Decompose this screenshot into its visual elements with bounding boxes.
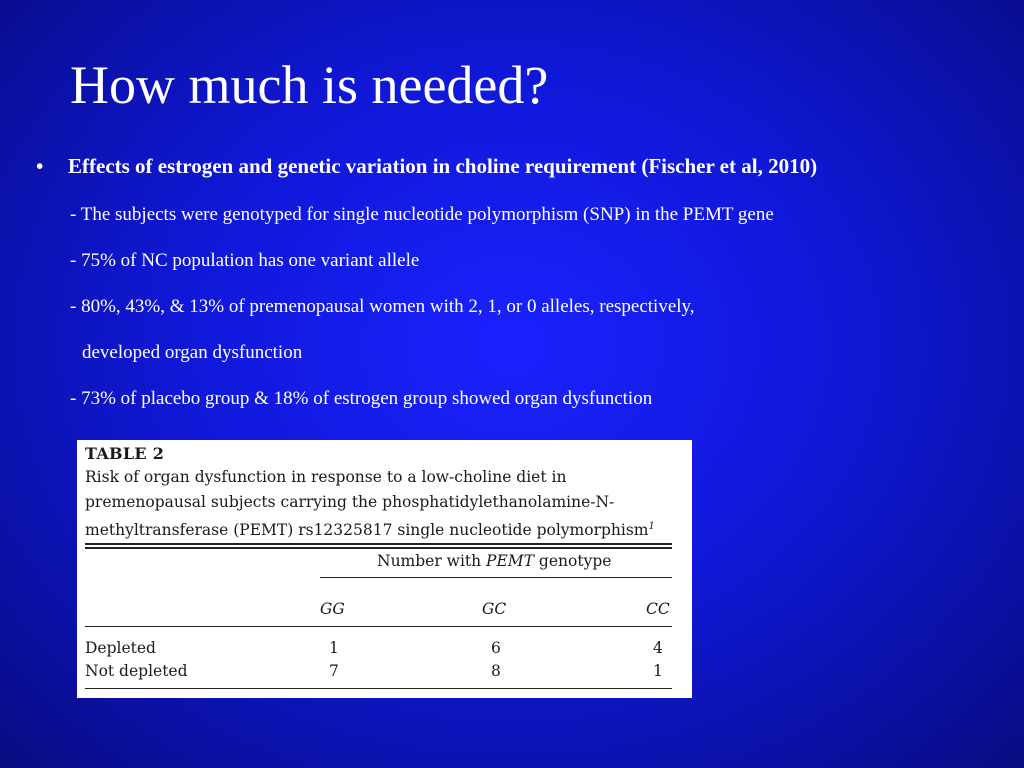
table-top-rule-2: [85, 547, 672, 549]
row-label-depleted: Depleted: [85, 639, 156, 657]
sub-point-percentages: - 80%, 43%, & 13% of premenopausal women with 2, 1, or 0 alleles, respectively,: [70, 296, 695, 317]
sub-point-placebo: - 73% of placebo group & 18% of estrogen group showed organ dysfunction: [70, 388, 653, 409]
table-bottom-rule: [85, 688, 672, 689]
sub-point-genotyped: - The subjects were genotyped for single nucleotide polymorphism (SNP) in the PEMT gene: [70, 204, 774, 225]
caption-footnote: 1: [648, 521, 655, 532]
table-caption-line-2: premenopausal subjects carrying the phosphatidylethanolamine-N-: [85, 493, 615, 511]
cell-depleted-gc: 6: [491, 639, 501, 657]
sub-point-percentages-cont: developed organ dysfunction: [82, 342, 303, 363]
main-bullet: [36, 152, 817, 180]
cell-not-depleted-gg: 7: [329, 662, 339, 680]
table-top-rule-1: [85, 543, 672, 545]
table-caption-line-1: Risk of organ dysfunction in response to a low-choline diet in: [85, 468, 567, 486]
col-header-gc: GC: [482, 600, 507, 618]
group-header-gene: PEMT: [486, 552, 534, 570]
cell-depleted-cc: 4: [653, 639, 663, 657]
main-bullet-text: Effects of estrogen and genetic variation in choline requirement (Fischer et al, 2010): [68, 154, 818, 178]
cell-depleted-gg: 1: [329, 639, 339, 657]
group-header-pre: Number with: [377, 552, 487, 570]
sub-point-variant-allele: - 75% of NC population has one variant allele: [70, 250, 420, 271]
col-header-gg: GG: [320, 600, 345, 618]
table-caption-line-3: [85, 515, 655, 542]
bullet-dot: •: [36, 154, 44, 178]
cell-not-depleted-gc: 8: [491, 662, 501, 680]
pemt-table: [77, 440, 692, 698]
group-header: [377, 552, 611, 570]
table-caption-line-3-text: methyltransferase (PEMT) rs12325817 single nucleotide polymorphism: [85, 521, 649, 540]
col-header-cc: CC: [646, 600, 670, 618]
row-label-not-depleted: Not depleted: [85, 662, 188, 680]
group-header-post: genotype: [534, 552, 612, 570]
col-header-rule: [85, 626, 672, 627]
slide-title: How much is needed?: [70, 55, 549, 115]
table-label: TABLE 2: [85, 444, 165, 463]
cell-not-depleted-cc: 1: [653, 662, 663, 680]
group-header-rule: [320, 577, 672, 578]
